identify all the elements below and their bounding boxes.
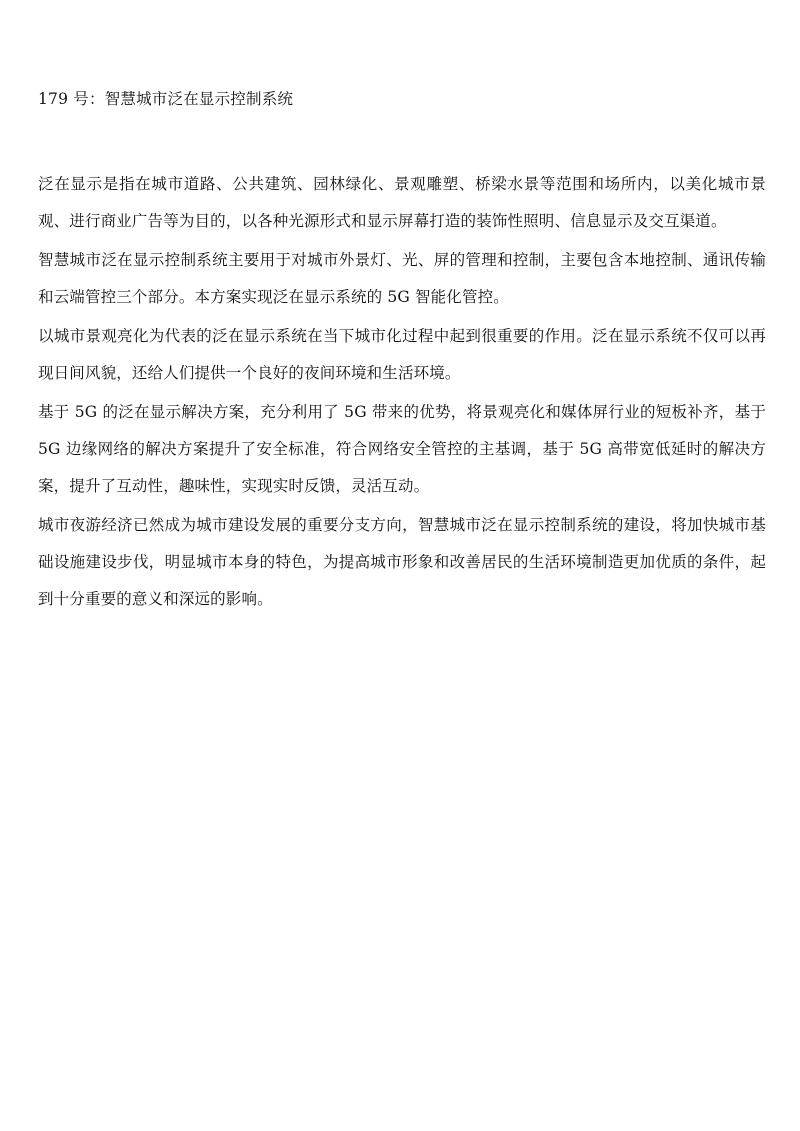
paragraph-4: 基于 5G 的泛在显示解决方案，充分利用了 5G 带来的优势，将景观亮化和媒体屏行业的短板补齐，基于 5G 边缘网络的解决方案提升了安全标准，符合网络安全管控的主基调，基于 5G 高带宽低延时的解决方案，提升了互动性，趣味性，实现实时反馈，灵活互动。	[38, 403, 766, 495]
paragraph-2: 智慧城市泛在显示控制系统主要用于对城市外景灯、光、屏的管理和控制，主要包含本地控制、通讯传输和云端管控三个部分。本方案实现泛在显示系统的 5G 智能化管控。	[38, 251, 766, 306]
paragraph-3: 以城市景观亮化为代表的泛在显示系统在当下城市化过程中起到很重要的作用。泛在显示系统不仅可以再现日间风貌，还给人们提供一个良好的夜间环境和生活环境。	[38, 327, 766, 382]
document-body	[38, 166, 766, 620]
paragraph-1: 泛在显示是指在城市道路、公共建筑、园林绿化、景观雕塑、桥梁水景等范围和场所内，以美化城市景观、进行商业广告等为目的，以各种光源形式和显示屏幕打造的装饰性照明、信息显示及交互渠道。	[38, 175, 766, 230]
paragraph-5: 城市夜游经济已然成为城市建设发展的重要分支方向，智慧城市泛在显示控制系统的建设，将加快城市基础设施建设步伐，明显城市本身的特色，为提高城市形象和改善居民的生活环境制造更加优质的条件，起到十分重要的意义和深远的影响。	[38, 516, 766, 608]
document-title: 179 号：智慧城市泛在显示控制系统	[38, 90, 294, 108]
